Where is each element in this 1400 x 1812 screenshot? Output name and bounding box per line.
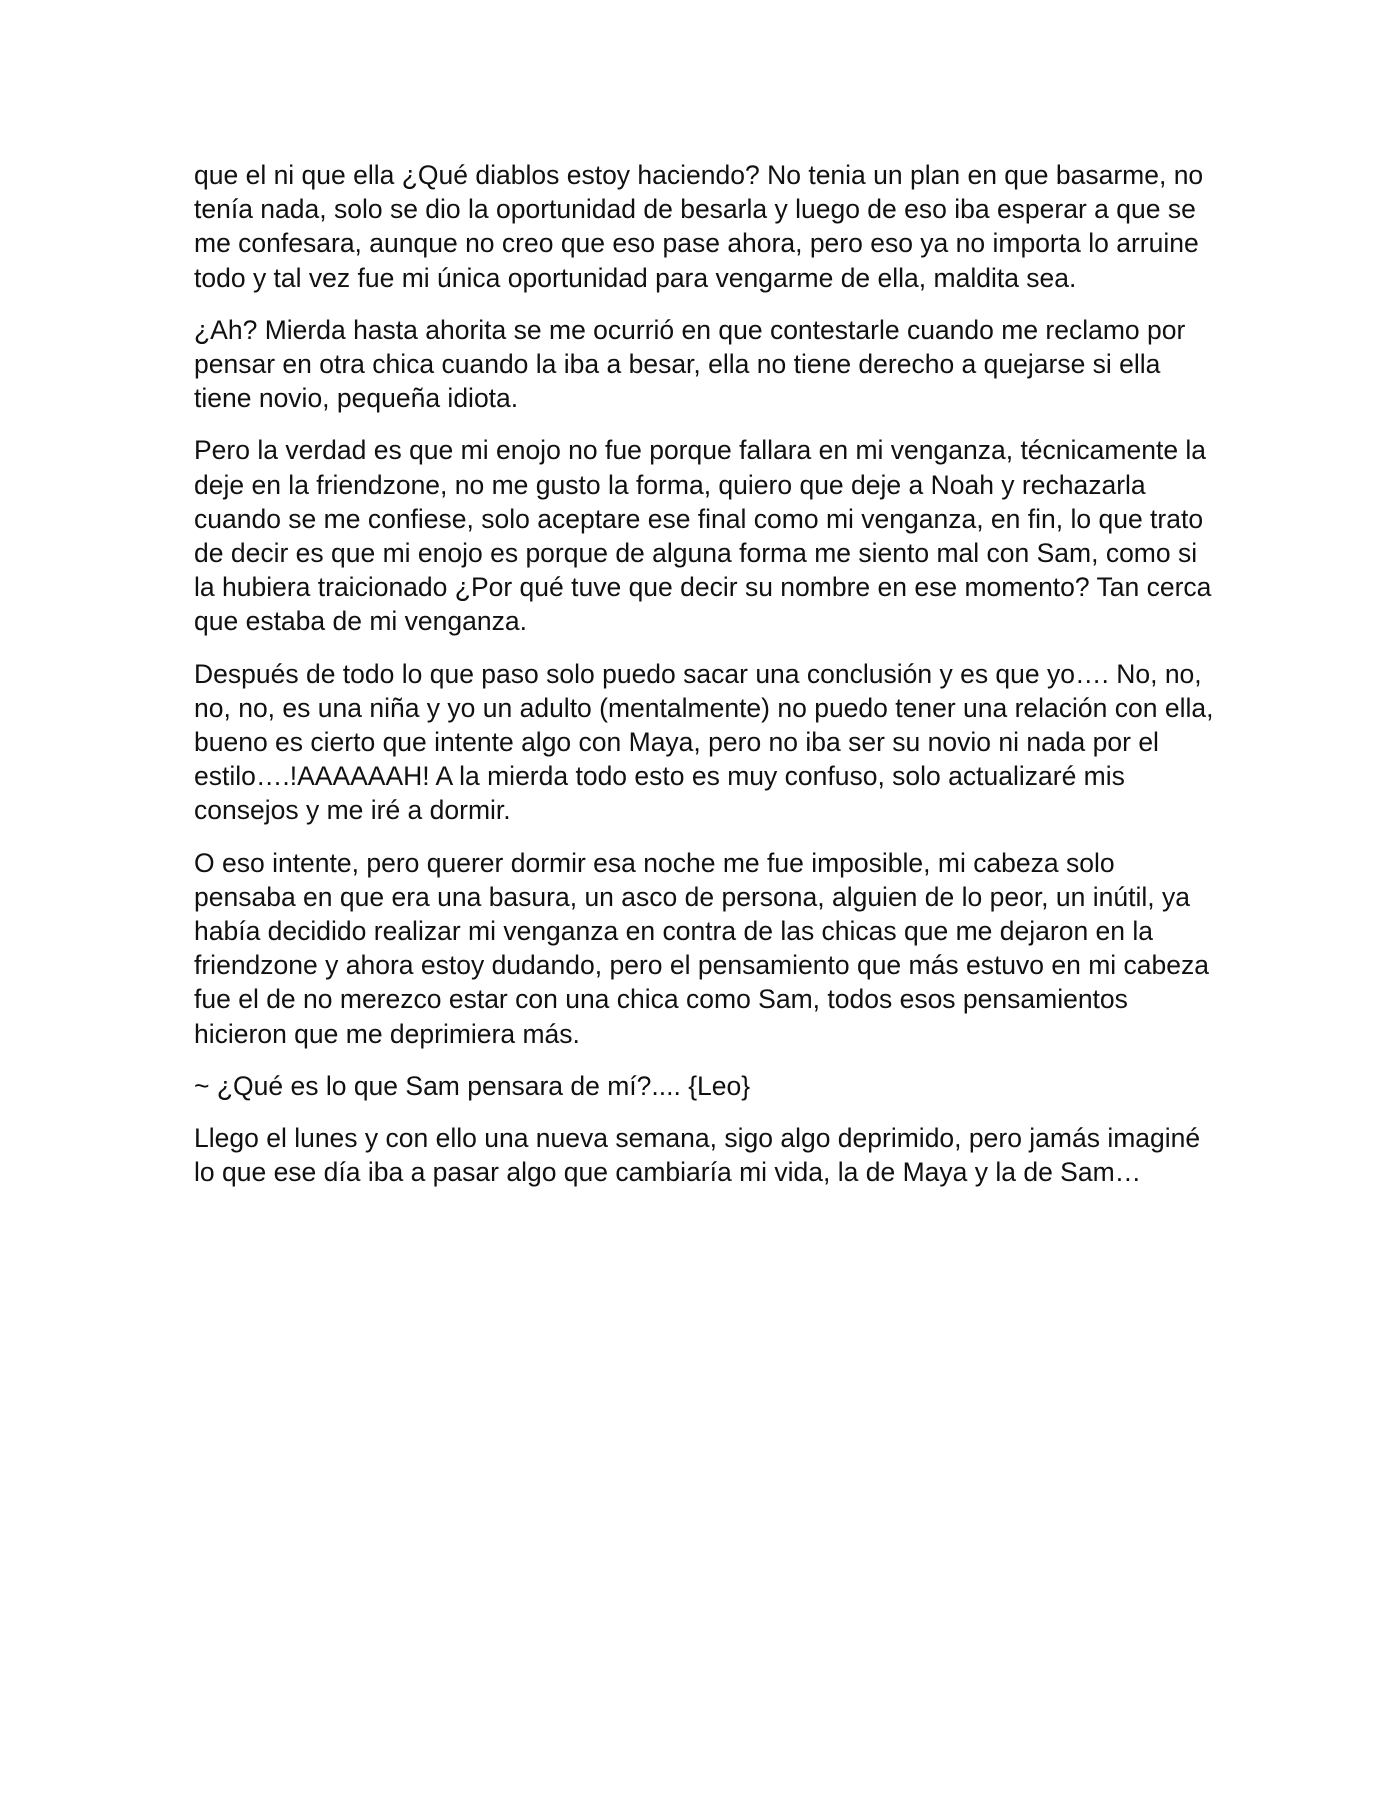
paragraph-6: ~ ¿Qué es lo que Sam pensara de mí?.... {Leo} xyxy=(194,1070,751,1101)
paragraph-7: Llego el lunes y con ello una nueva semana, sigo algo deprimido, pero jamás imaginé lo que ese día iba a pasar algo que cambiaría mi vida, la de Maya y la de Sam… xyxy=(194,1123,1201,1188)
paragraph-1: que el ni que ella ¿Qué diablos estoy haciendo? No tenia un plan en que basarme, no tenía nada, solo se dio la oportunidad de besarla y luego de eso iba esperar a que se me confesara, aunque no creo que eso pase ahora, pero eso ya no importa lo arruine todo y tal vez fue mi única oportunidad para vengarme de ella, maldita sea. xyxy=(194,160,1204,293)
document-body xyxy=(194,158,1214,1207)
paragraph-5: O eso intente, pero querer dormir esa noche me fue imposible, mi cabeza solo pensaba en que era una basura, un asco de persona, alguien de lo peor, un inútil, ya había decidido realizar mi venganza en contra de las chicas que me dejaron en la friendzone y ahora estoy dudando, pero el pensamiento que más estuvo en mi cabeza fue el de no merezco estar con una chica como Sam, todos esos pensamientos hicieron que me deprimiera más. xyxy=(194,847,1210,1049)
paragraph-4: Después de todo lo que paso solo puedo sacar una conclusión y es que yo…. No, no, no, no, es una niña y yo un adulto (mentalmente) no puedo tener una relación con ella, bueno es cierto que intente algo con Maya, pero no iba ser su novio ni nada por el estilo….!AAAAAAH! A la mierda todo esto es muy confuso, solo actualizaré mis consejos y me iré a dormir. xyxy=(194,658,1214,826)
paragraph-3: Pero la verdad es que mi enojo no fue porque fallara en mi venganza, técnicamente la deje en la friendzone, no me gusto la forma, quiero que deje a Noah y rechazarla cuando se me confiese, solo aceptare ese final como mi venganza, en fin, lo que trato de decir es que mi enojo es porque de alguna forma me siento mal con Sam, como si la hubiera traicionado ¿Por qué tuve que decir su nombre en ese momento? Tan cerca que estaba de mi venganza. xyxy=(194,435,1212,637)
paragraph-2: ¿Ah? Mierda hasta ahorita se me ocurrió en que contestarle cuando me reclamo por pensar en otra chica cuando la iba a besar, ella no tiene derecho a quejarse si ella tiene novio, pequeña idiota. xyxy=(194,314,1186,414)
